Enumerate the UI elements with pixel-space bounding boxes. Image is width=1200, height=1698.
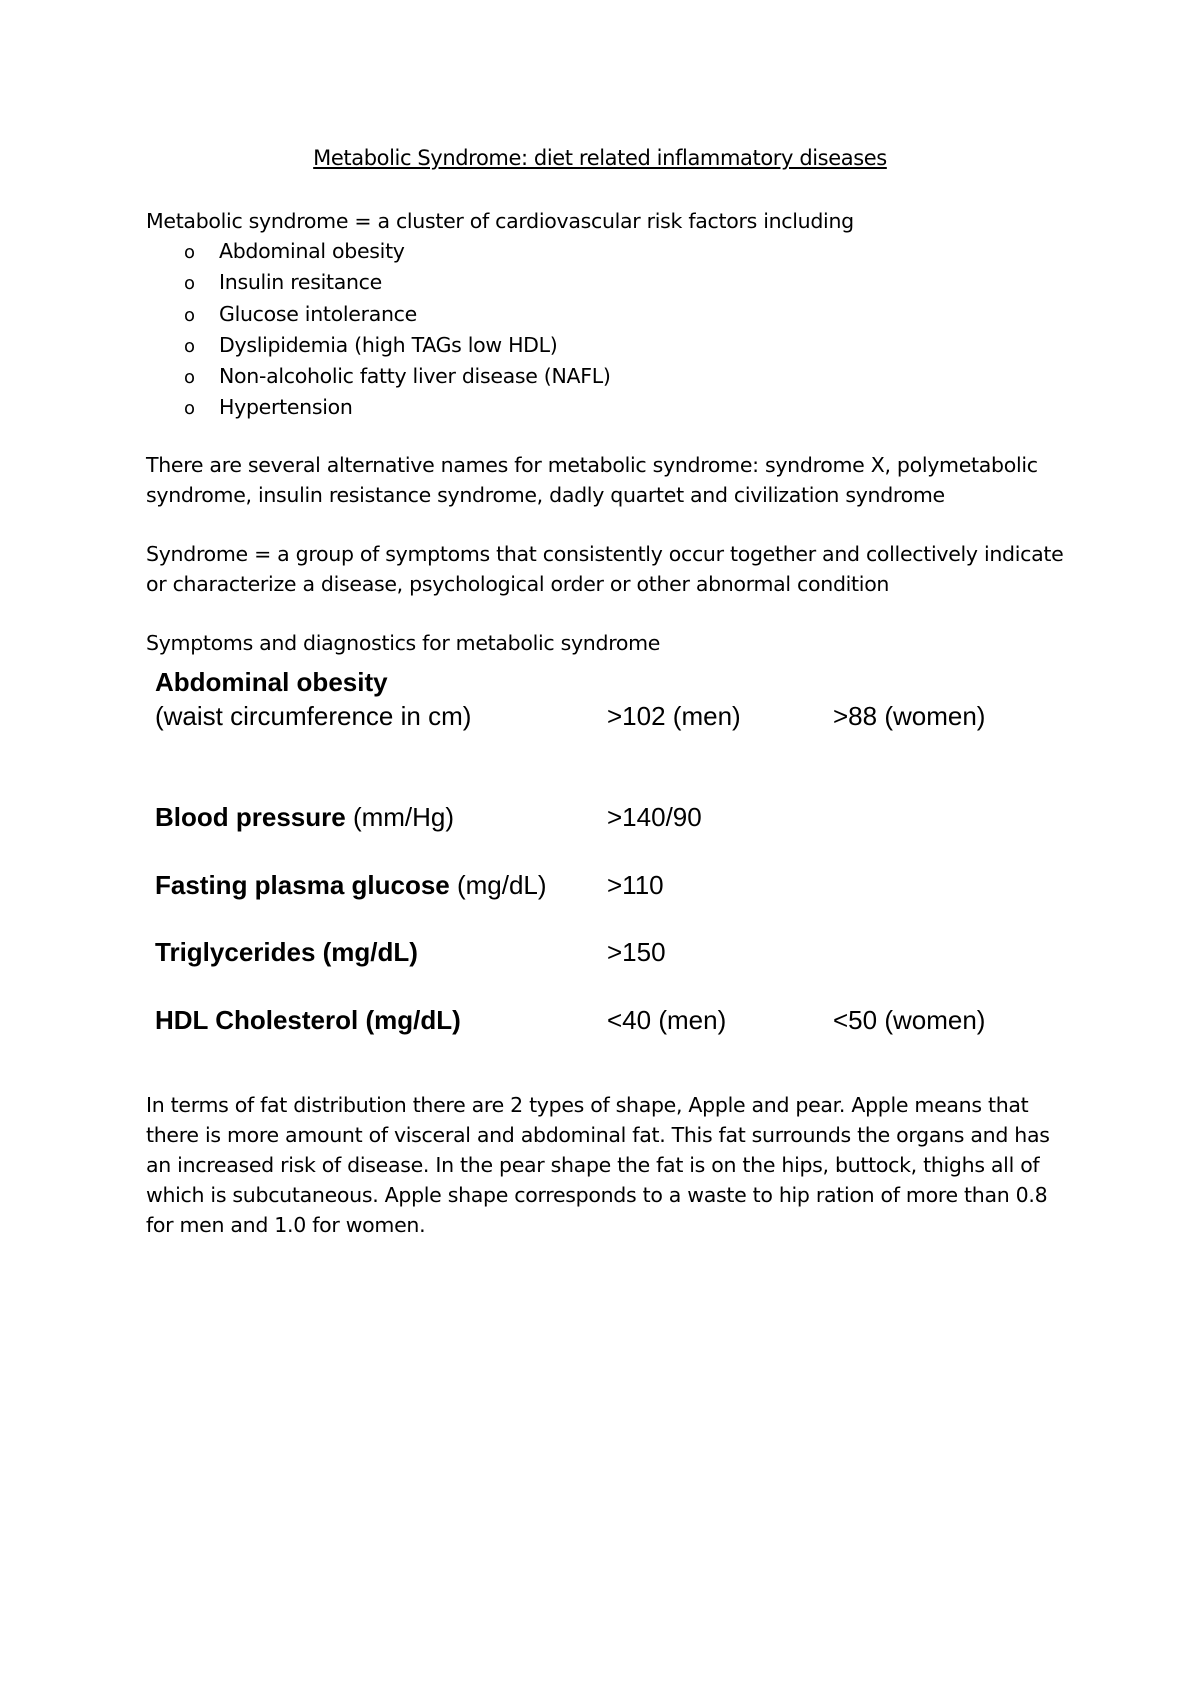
- diagnostic-label: Fasting plasma glucose: [155, 870, 450, 900]
- diagnostic-value: >140/90: [607, 802, 702, 832]
- diagnostic-row-blood-pressure: [155, 799, 1035, 835]
- diagnostic-value-men: <40 (men): [607, 1005, 727, 1035]
- paragraph-line: an increased risk of disease. In the pear shape the fat is on the hips, buttock, thighs all of: [146, 1153, 1040, 1177]
- paragraph-line: syndrome, insulin resistance syndrome, dadly quartet and civilization syndrome: [146, 483, 945, 507]
- list-item-text: Abdominal obesity: [219, 239, 405, 263]
- page-title: Metabolic Syndrome: diet related inflammatory diseases: [313, 146, 887, 170]
- bullet-icon: o: [184, 304, 195, 326]
- list-item-text: Non-alcoholic fatty liver disease (NAFL): [219, 364, 611, 389]
- diagnostic-sub-label: (waist circumference in cm): [155, 701, 472, 731]
- list-item: [184, 392, 611, 423]
- bullet-icon: o: [184, 335, 195, 357]
- list-item-text: Dyslipidemia (high TAGs low HDL): [219, 332, 558, 357]
- diagnostic-unit: (mm/Hg): [345, 802, 455, 832]
- paragraph-line: which is subcutaneous. Apple shape corresponds to a waste to hip ration of more than 0.8: [146, 1183, 1048, 1207]
- list-item: [184, 299, 611, 330]
- diagnostic-label: Blood pressure: [155, 802, 346, 832]
- list-item: [184, 267, 611, 298]
- bullet-icon: o: [184, 398, 195, 420]
- syndrome-definition-paragraph: [146, 539, 1066, 599]
- list-item: [184, 330, 611, 361]
- diagnostic-label: HDL Cholesterol (mg/dL): [155, 1005, 461, 1035]
- diagnostic-value: >110: [607, 870, 664, 900]
- diagnostic-row-fasting-glucose: [155, 867, 1035, 903]
- diagnostic-row-waist: [155, 698, 1035, 734]
- diagnostic-value: >150: [607, 937, 666, 967]
- diagnostic-value-men: >102 (men): [607, 701, 741, 731]
- symptoms-heading: Symptoms and diagnostics for metabolic syndrome: [146, 631, 661, 655]
- bullet-icon: o: [184, 367, 195, 389]
- diagnostic-row-hdl: [155, 1002, 1035, 1038]
- fat-distribution-paragraph: [146, 1090, 1066, 1240]
- list-item: [184, 361, 611, 392]
- intro-paragraph: Metabolic syndrome = a cluster of cardiovascular risk factors including: [146, 209, 854, 233]
- bullet-icon: o: [184, 242, 195, 263]
- bullet-icon: o: [184, 273, 195, 295]
- alternative-names-paragraph: [146, 450, 1046, 510]
- diagnostic-row-triglycerides: [155, 934, 1035, 970]
- paragraph-line: for men and 1.0 for women.: [146, 1213, 426, 1237]
- diagnostic-label: Triglycerides (mg/dL): [155, 937, 418, 967]
- list-item-text: Glucose intolerance: [219, 301, 417, 326]
- diagnostic-unit: (mg/dL): [449, 870, 547, 900]
- paragraph-line: There are several alternative names for metabolic syndrome: syndrome X, polymetabolic: [146, 453, 1038, 477]
- paragraph-line: there is more amount of visceral and abdominal fat. This fat surrounds the organs and has: [146, 1123, 1050, 1147]
- diagnostic-row-abdominal-obesity: [155, 664, 1035, 700]
- paragraph-line: In terms of fat distribution there are 2 types of shape, Apple and pear. Apple means that: [146, 1093, 1029, 1117]
- diagnostic-value-women: >88 (women): [833, 701, 986, 731]
- diagnostic-value-women: <50 (women): [833, 1005, 986, 1035]
- risk-factor-list: [184, 236, 611, 424]
- list-item-text: Hypertension: [219, 395, 353, 420]
- paragraph-line: or characterize a disease, psychological order or other abnormal condition: [146, 572, 890, 596]
- diagnostic-label: Abdominal obesity: [155, 667, 388, 697]
- list-item: [184, 236, 611, 267]
- paragraph-line: Syndrome = a group of symptoms that consistently occur together and collectively indicate: [146, 542, 1064, 566]
- list-item-text: Insulin resitance: [219, 270, 382, 295]
